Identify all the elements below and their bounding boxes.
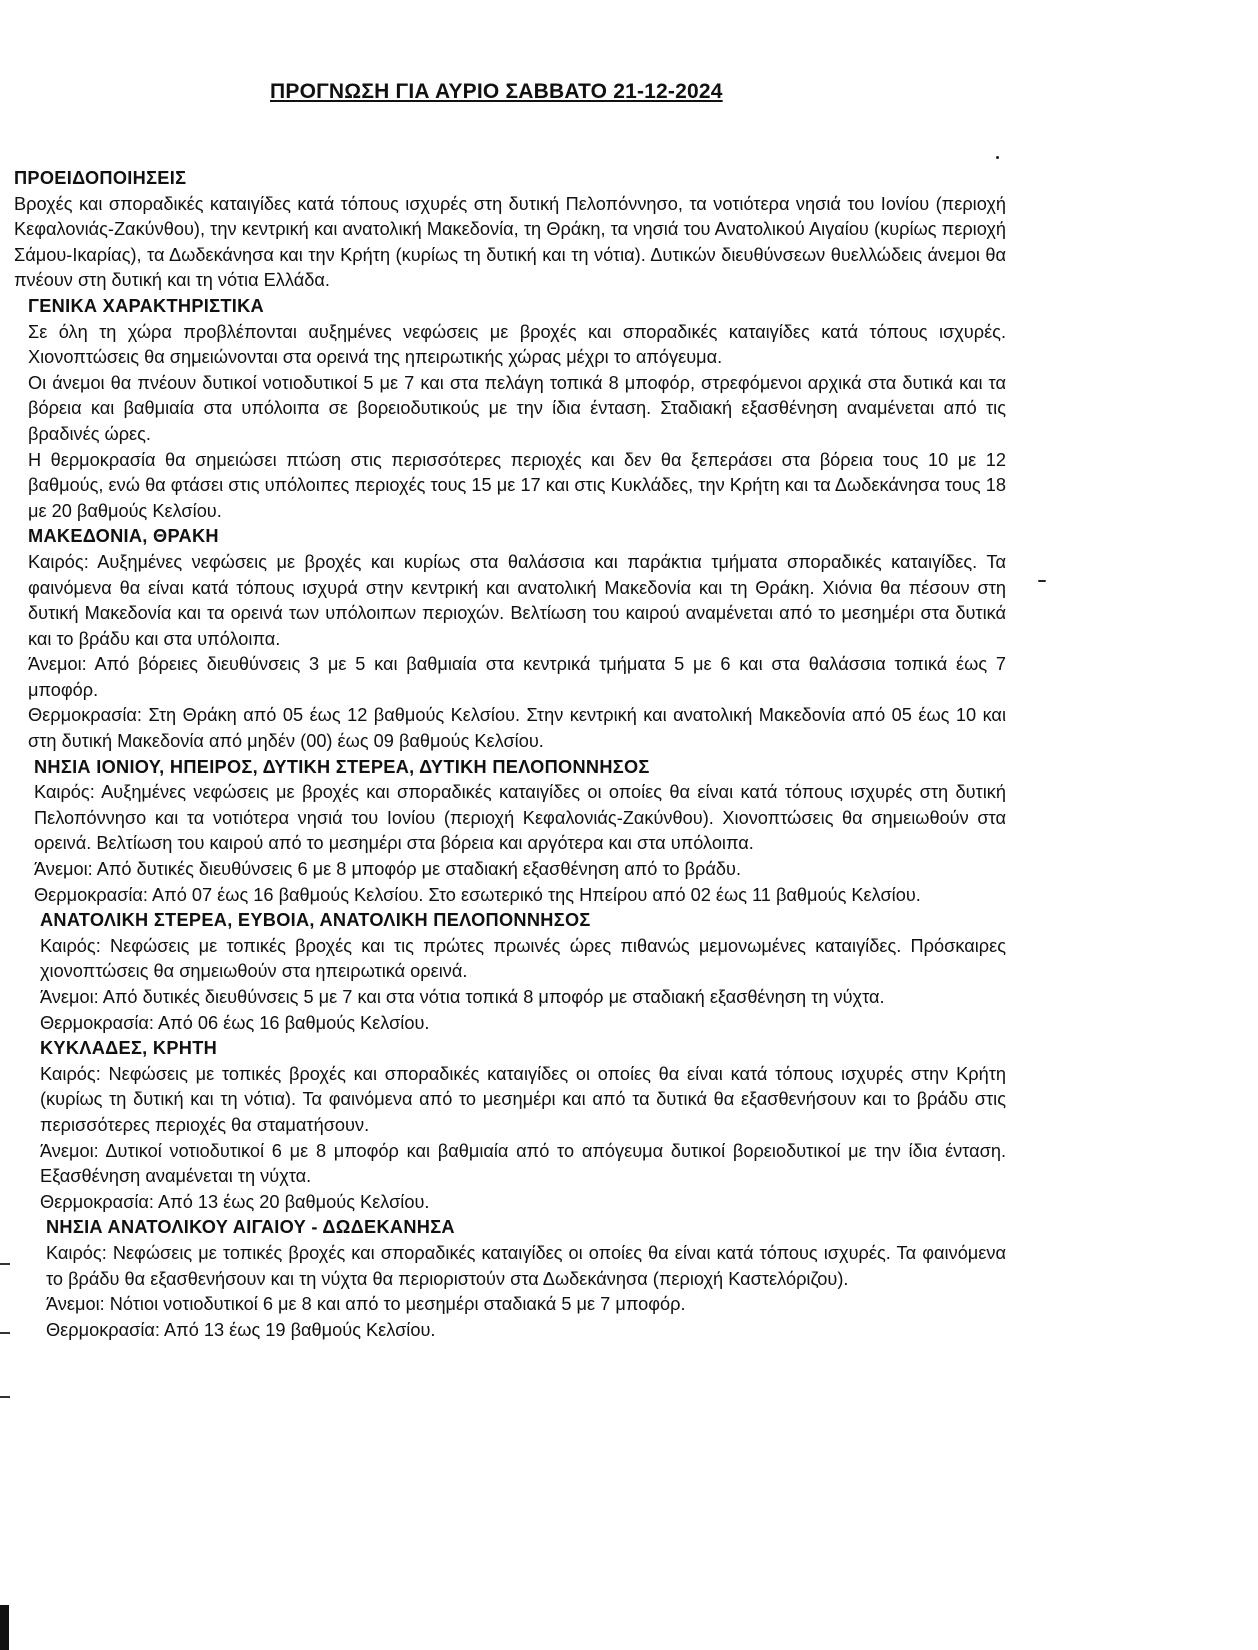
section-paragraph: Καιρός: Αυξημένες νεφώσεις με βροχές και σποραδικές καταιγίδες οι οποίες θα είναι κατά τόπους ισχυρές στη δυτική Πελοπόννησο και τα νοτιότερα νησιά του Ιονίου (περιοχή Κεφαλονιάς-Ζακύνθου). Χιονοπτώσεις θα σημειωθούν στα ορεινά. Βελτίωση του καιρού από το μεσημέρι στα βόρεια και αργότερα και στα υπόλοιπα. [34,782,1006,854]
section-paragraph: Άνεμοι: Νότιοι νοτιοδυτικοί 6 με 8 και από το μεσημέρι σταδιακά 5 με 7 μποφόρ. [46,1294,686,1315]
scan-speck [996,156,999,159]
scan-speck [1038,580,1046,582]
section-heading: ΑΝΑΤΟΛΙΚΗ ΣΤΕΡΕΑ, ΕΥΒΟΙΑ, ΑΝΑΤΟΛΙΚΗ ΠΕΛΟΠΟΝΝΗΣΟΣ [40,910,591,931]
section-paragraph: Καιρός: Αυξημένες νεφώσεις με βροχές και κυρίως στα θαλάσσια και παράκτια τμήματα σποραδικές καταιγίδες. Τα φαινόμενα θα είναι κατά τόπους ισχυρά στην κεντρική και ανατολική Μακεδονία και τη Θράκη. Χιόνια θα πέσουν στη δυτική Μακεδονία και τα ορεινά των υπόλοιπων περιοχών. Βελτίωση του καιρού αναμένεται από το μεσημέρι στα δυτικά και το βράδυ και στα υπόλοιπα. [28,551,1006,649]
section-paragraph: Θερμοκρασία: Από 13 έως 20 βαθμούς Κελσίου. [40,1191,430,1212]
section-paragraph: Άνεμοι: Από βόρειες διευθύνσεις 3 με 5 και βαθμιαία στα κεντρικά τμήματα 5 με 6 και στα θαλάσσια τοπικά έως 7 μποφόρ. [28,654,1006,700]
section-paragraph: Άνεμοι: Δυτικοί νοτιοδυτικοί 6 με 8 μποφόρ και βαθμιαία από το απόγευμα δυτικοί βορειοδυτικοί με την ίδια ένταση. Εξασθένηση αναμένεται τη νύχτα. [40,1140,1006,1187]
scan-edge-mark [0,1263,10,1265]
section-paragraph: Άνεμοι: Από δυτικές διευθύνσεις 5 με 7 και στα νότια τοπικά 8 μποφόρ με σταδιακή εξασθένηση τη νύχτα. [40,987,885,1007]
section-paragraph: Άνεμοι: Από δυτικές διευθύνσεις 6 με 8 μποφόρ με σταδιακή εξασθένηση από το βράδυ. [34,859,741,880]
section-paragraph: Οι άνεμοι θα πνέουν δυτικοί νοτιοδυτικοί 5 με 7 και στα πελάγη τοπικά 8 μποφόρ, στρεφόμενοι αρχικά στα δυτικά και τα βόρεια και βαθμιαία στα υπόλοιπα σε βορειοδυτικούς με την ίδια ένταση. Σταδιακή εξασθένηση αναμένεται από τις βραδινές ώρες. [28,372,1006,444]
section-paragraph: Βροχές και σποραδικές καταιγίδες κατά τόπους ισχυρές στη δυτική Πελοπόννησο, τα νοτιότερα νησιά του Ιονίου (περιοχή Κεφαλονιάς-Ζακύνθου), την κεντρική και ανατολική Μακεδονία, τη Θράκη, τα νησιά του Ανατολικού Αιγαίου (κυρίως περιοχή Σάμου-Ικαρίας), τα Δωδεκάνησα και την Κρήτη (κυρίως τη δυτική και τη νότια). Δυτικών διευθύνσεων θυελλώδεις άνεμοι θα πνέουν στη δυτική και τη νότια Ελλάδα. [14,193,1006,291]
scan-edge-mark [0,1332,10,1334]
scan-edge-mark [0,1396,10,1398]
section-heading: ΜΑΚΕΔΟΝΙΑ, ΘΡΑΚΗ [28,526,219,547]
section-paragraph: Καιρός: Νεφώσεις με τοπικές βροχές και σποραδικές καταιγίδες οι οποίες θα είναι κατά τόπους ισχυρές. Τα φαινόμενα το βράδυ θα εξασθενήσουν και τη νύχτα θα περιοριστούν στα Δωδεκάνησα (περιοχή Καστελόριζου). [46,1242,1006,1289]
section-paragraph: Καιρός: Νεφώσεις με τοπικές βροχές και σποραδικές καταιγίδες οι οποίες θα είναι κατά τόπους ισχυρές στην Κρήτη (κυρίως τη δυτική και τη νότια). Τα φαινόμενα από το μεσημέρι και από τα δυτικά θα εξασθενήσουν και το βράδυ στις περισσότερες περιοχές θα σταματήσουν. [40,1063,1006,1135]
section-paragraph: Θερμοκρασία: Στη Θράκη από 05 έως 12 βαθμούς Κελσίου. Στην κεντρική και ανατολική Μακεδονία από 05 έως 10 και στη δυτική Μακεδονία από μηδέν (00) έως 09 βαθμούς Κελσίου. [28,705,1006,752]
section-heading: ΠΡΟΕΙΔΟΠΟΙΗΣΕΙΣ [14,168,187,188]
scan-edge-bar [0,1605,9,1650]
section-paragraph: Καιρός: Νεφώσεις με τοπικές βροχές και τις πρώτες πρωινές ώρες πιθανώς μεμονωμένες καταιγίδες. Πρόσκαιρες χιονοπτώσεις θα σημειωθούν στα ηπειρωτικά ορεινά. [40,935,1006,982]
forecast-body [14,166,1006,1343]
section-heading: ΝΗΣΙΑ ΑΝΑΤΟΛΙΚΟΥ ΑΙΓΑΙΟΥ - ΔΩΔΕΚΑΝΗΣΑ [46,1217,455,1238]
section-paragraph: Η θερμοκρασία θα σημειώσει πτώση στις περισσότερες περιοχές και δεν θα ξεπεράσει στα βόρεια τους 10 με 12 βαθμούς, ενώ θα φτάσει στις υπόλοιπες περιοχές τους 15 με 17 και στις Κυκλάδες, την Κρήτη και τα Δωδεκάνησα τους 18 με 20 βαθμούς Κελσίου. [28,449,1006,521]
section-paragraph: Θερμοκρασία: Από 06 έως 16 βαθμούς Κελσίου. [40,1012,430,1033]
section-paragraph: Θερμοκρασία: Από 13 έως 19 βαθμούς Κελσίου. [46,1319,436,1340]
section-heading: ΚΥΚΛΑΔΕΣ, ΚΡΗΤΗ [40,1038,218,1059]
page-title: ΠΡΟΓΝΩΣΗ ΓΙΑ ΑΥΡΙΟ ΣΑΒΒΑΤΟ 21-12-2024 [270,80,723,103]
section-paragraph: Θερμοκρασία: Από 07 έως 16 βαθμούς Κελσίου. Στο εσωτερικό της Ηπείρου από 02 έως 11 βαθμούς Κελσίου. [34,884,921,905]
section-heading: ΝΗΣΙΑ ΙΟΝΙΟΥ, ΗΠΕΙΡΟΣ, ΔΥΤΙΚΗ ΣΤΕΡΕΑ, ΔΥΤΙΚΗ ΠΕΛΟΠΟΝΝΗΣΟΣ [34,756,650,777]
section-heading: ΓΕΝΙΚΑ ΧΑΡΑΚΤΗΡΙΣΤΙΚΑ [28,295,264,316]
section-paragraph: Σε όλη τη χώρα προβλέπονται αυξημένες νεφώσεις με βροχές και σποραδικές καταιγίδες κατά τόπους ισχυρές. Χιονοπτώσεις θα σημειώνονται στα ορεινά της ηπειρωτικής χώρας μέχρι το απόγευμα. [28,321,1006,368]
